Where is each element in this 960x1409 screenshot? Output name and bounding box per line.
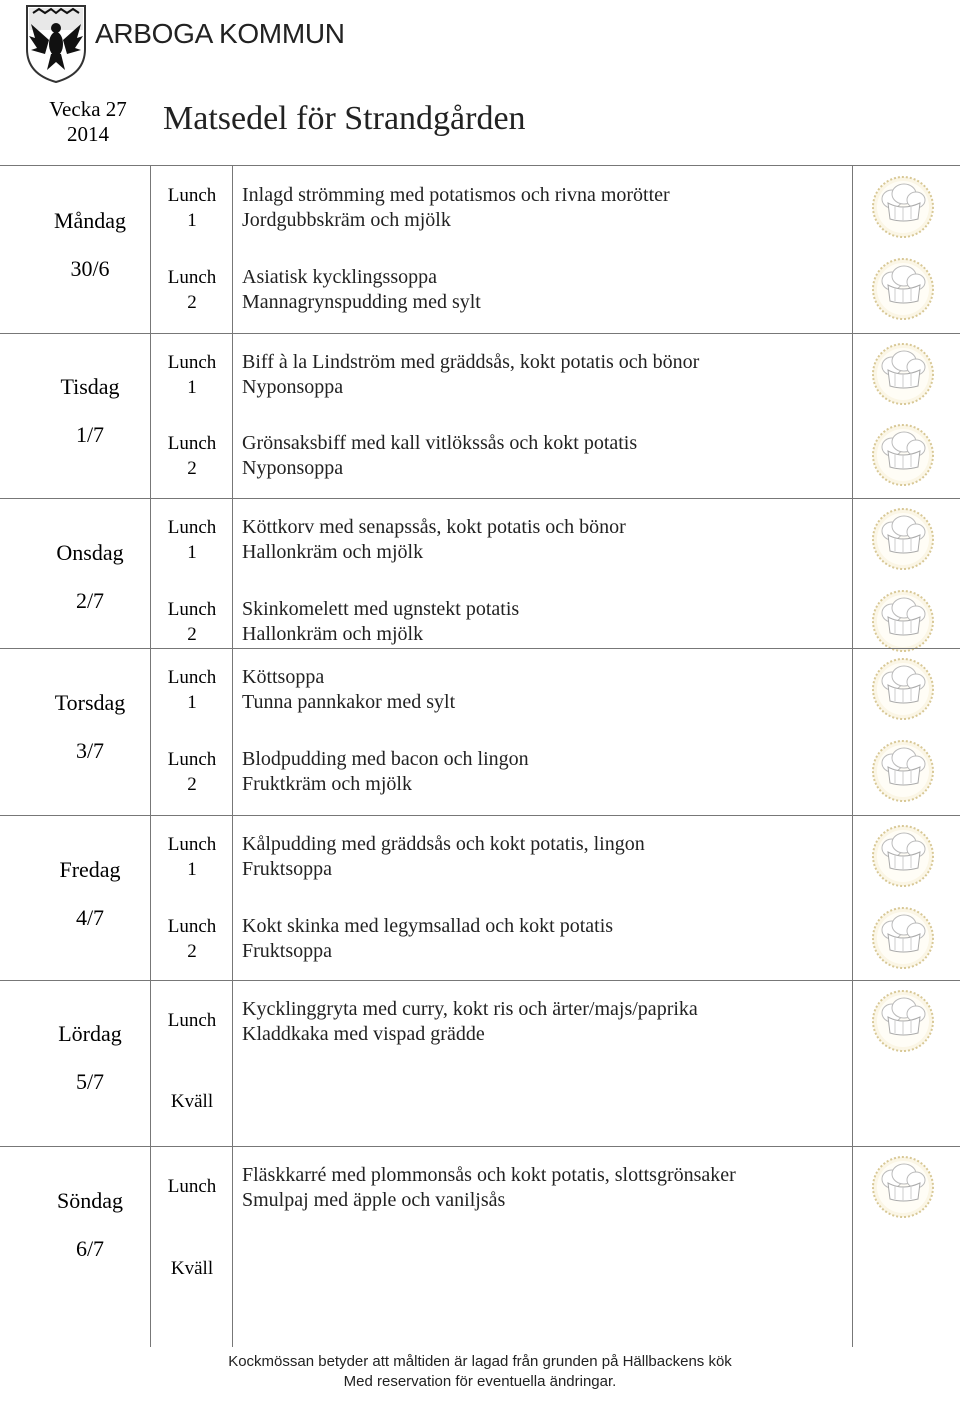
- day-divider: [0, 980, 960, 981]
- chef-hat-icon: [862, 989, 944, 1053]
- day-name: Onsdag: [56, 540, 124, 565]
- dessert: Fruktsoppa: [242, 858, 332, 880]
- column-divider: [232, 165, 233, 1347]
- day-date: 4/7: [75, 905, 105, 930]
- dessert: Hallonkräm och mjölk: [242, 623, 424, 645]
- day-date: 2/7: [75, 588, 105, 613]
- main-course: Fläskkarré med plommonsås och kokt potatis, slottsgrönsaker: [242, 1164, 736, 1186]
- chef-hat-icon: [862, 257, 944, 321]
- main-course: Biff à la Lindström med gräddsås, kokt potatis och bönor: [242, 351, 700, 373]
- dish-text: [242, 747, 852, 797]
- meal-label: [152, 265, 232, 315]
- dessert: Jordgubbskräm och mjölk: [242, 209, 451, 231]
- day-date: 5/7: [75, 1069, 105, 1094]
- meal-type: Lunch: [167, 267, 217, 288]
- chef-hat-icon: [862, 739, 944, 803]
- meal-type: Lunch: [167, 599, 217, 620]
- meal-type: Kväll: [170, 1091, 214, 1112]
- chef-hat-icon: [862, 1155, 944, 1219]
- meal-type: Lunch: [167, 517, 217, 538]
- dish-text: [242, 515, 852, 565]
- dish-text: [242, 914, 852, 964]
- meal-label: [152, 1008, 232, 1033]
- dessert: Nyponsoppa: [242, 376, 344, 398]
- meal-number: 1: [187, 859, 197, 880]
- day-name: Fredag: [59, 857, 121, 882]
- page-title: Matsedel för Strandgården: [163, 100, 526, 137]
- chef-hat-icon: [862, 507, 944, 571]
- meal-type: Lunch: [167, 185, 217, 206]
- meal-number: 2: [187, 458, 197, 479]
- dish-text: [242, 597, 852, 647]
- meal-type: Kväll: [170, 1258, 214, 1279]
- meal-type: Lunch: [167, 1176, 217, 1197]
- dish-text: [242, 431, 852, 481]
- dessert: Nyponsoppa: [242, 457, 344, 479]
- meal-label: [152, 832, 232, 882]
- dish-text: [242, 265, 852, 315]
- meal-label: [152, 431, 232, 481]
- footer: [0, 1352, 960, 1392]
- meal-number: 1: [187, 377, 197, 398]
- meal-number: 1: [187, 542, 197, 563]
- meal-number: 2: [187, 774, 197, 795]
- meal-number: 2: [187, 292, 197, 313]
- dish-text: [242, 1163, 852, 1213]
- day-divider: [0, 815, 960, 816]
- day-date: 1/7: [75, 422, 105, 447]
- coat-of-arms-logo: [25, 4, 87, 84]
- day-divider: [0, 1146, 960, 1147]
- meal-label: [152, 183, 232, 233]
- main-course: Inlagd strömming med potatismos och rivna morötter: [242, 184, 670, 206]
- main-course: Blodpudding med bacon och lingon: [242, 748, 529, 770]
- meal-type: Lunch: [167, 834, 217, 855]
- main-course: Kycklinggryta med curry, kokt ris och ärter/majs/paprika: [242, 998, 698, 1020]
- main-course: Grönsaksbiff med kall vitlökssås och kokt potatis: [242, 432, 638, 454]
- day-divider: [0, 648, 960, 649]
- day-name: Söndag: [57, 1188, 123, 1213]
- meal-type: Lunch: [167, 749, 217, 770]
- meal-label: [152, 350, 232, 400]
- dish-text: [242, 997, 852, 1047]
- meal-label: [152, 1089, 232, 1114]
- meal-label: [152, 1174, 232, 1199]
- meal-label: [152, 665, 232, 715]
- page-header: [0, 0, 960, 165]
- dish-text: [242, 350, 852, 400]
- meal-number: 1: [187, 692, 197, 713]
- dessert: Kladdkaka med vispad grädde: [242, 1023, 485, 1045]
- dessert: Tunna pannkakor med sylt: [242, 691, 456, 713]
- dish-text: [242, 665, 852, 715]
- main-course: Skinkomelett med ugnstekt potatis: [242, 598, 520, 620]
- day-date: 6/7: [75, 1236, 105, 1261]
- meal-label: [152, 747, 232, 797]
- dish-text: [242, 832, 852, 882]
- week-number: Vecka 27: [49, 97, 127, 121]
- day-name: Måndag: [53, 208, 127, 233]
- day-name: Torsdag: [54, 690, 126, 715]
- meal-label: [152, 597, 232, 647]
- meal-number: 2: [187, 624, 197, 645]
- day-divider: [0, 333, 960, 334]
- main-course: Kålpudding med gräddsås och kokt potatis, lingon: [242, 833, 645, 855]
- dessert: Fruktkräm och mjölk: [242, 773, 412, 795]
- column-divider: [852, 165, 853, 1347]
- dessert: Hallonkräm och mjölk: [242, 541, 424, 563]
- day-name: Tisdag: [60, 374, 120, 399]
- chef-hat-icon: [862, 342, 944, 406]
- chef-hat-icon: [862, 906, 944, 970]
- day-name: Lördag: [58, 1021, 122, 1046]
- meal-number: 1: [187, 210, 197, 231]
- meal-type: Lunch: [167, 667, 217, 688]
- meal-label: [152, 914, 232, 964]
- week-label: [28, 97, 148, 147]
- meal-type: Lunch: [167, 352, 217, 373]
- meal-label: [152, 515, 232, 565]
- footer-disclaimer: Med reservation för eventuella ändringar.: [343, 1373, 617, 1390]
- day-date: 30/6: [70, 256, 110, 281]
- day-divider: [0, 498, 960, 499]
- meal-type: Lunch: [167, 433, 217, 454]
- main-course: Asiatisk kycklingssoppa: [242, 266, 437, 288]
- meal-type: Lunch: [167, 1010, 217, 1031]
- meal-number: 2: [187, 941, 197, 962]
- header-divider: [0, 165, 960, 166]
- dish-text: [242, 183, 852, 233]
- dessert: Mannagrynspudding med sylt: [242, 291, 481, 313]
- day-date: 3/7: [75, 738, 105, 763]
- organization-name: ARBOGA KOMMUN: [95, 18, 345, 49]
- footer-note: Kockmössan betyder att måltiden är lagad från grunden på Hällbackens kök: [228, 1353, 732, 1370]
- meal-type: Lunch: [167, 916, 217, 937]
- main-course: Köttsoppa: [242, 666, 325, 688]
- dessert: Fruktsoppa: [242, 940, 332, 962]
- chef-hat-icon: [862, 175, 944, 239]
- dessert: Smulpaj med äpple och vaniljsås: [242, 1189, 506, 1211]
- chef-hat-icon: [862, 423, 944, 487]
- chef-hat-icon: [862, 589, 944, 653]
- main-course: Köttkorv med senapssås, kokt potatis och bönor: [242, 516, 626, 538]
- main-course: Kokt skinka med legymsallad och kokt potatis: [242, 915, 614, 937]
- chef-hat-icon: [862, 657, 944, 721]
- year: 2014: [67, 122, 109, 146]
- chef-hat-icon: [862, 824, 944, 888]
- meal-label: [152, 1256, 232, 1281]
